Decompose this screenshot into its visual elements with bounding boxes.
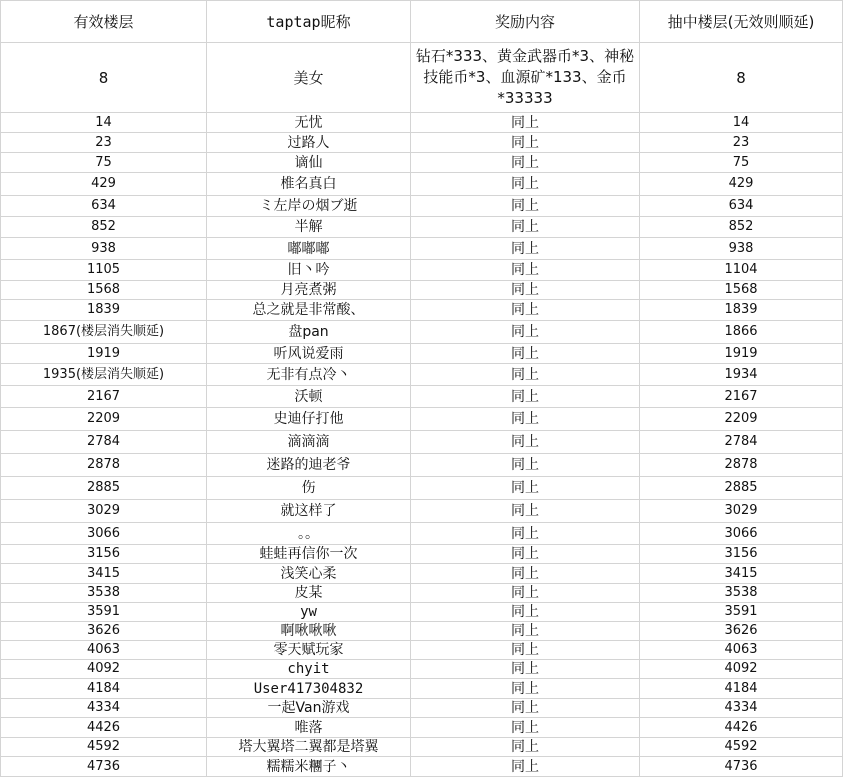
cell-drawn-floor: 429 (640, 173, 843, 196)
cell-drawn-floor: 1839 (640, 300, 843, 321)
table-row (1, 545, 843, 564)
cell-floor: 1105 (1, 260, 207, 281)
cell-reward: 同上 (411, 757, 640, 777)
table-row (1, 43, 843, 113)
table-row (1, 564, 843, 584)
cell-nickname: 史迪仔打他 (207, 408, 411, 431)
cell-reward: 同上 (411, 217, 640, 238)
cell-reward: 同上 (411, 300, 640, 321)
cell-reward: 同上 (411, 584, 640, 603)
cell-floor: 4736 (1, 757, 207, 777)
table-row (1, 386, 843, 408)
cell-reward: 同上 (411, 196, 640, 217)
header-cell-drawn-floor: 抽中楼层(无效则顺延) (640, 1, 843, 43)
cell-drawn-floor: 4592 (640, 738, 843, 757)
cell-floor: 2885 (1, 477, 207, 500)
cell-reward: 同上 (411, 679, 640, 699)
table-row (1, 622, 843, 641)
cell-drawn-floor: 4426 (640, 718, 843, 738)
cell-floor: 23 (1, 133, 207, 153)
header-row (1, 1, 843, 43)
cell-nickname: 听风说爱雨 (207, 344, 411, 364)
table-row (1, 196, 843, 217)
cell-nickname: 盘pan (207, 321, 411, 344)
cell-floor: 938 (1, 238, 207, 260)
cell-floor: 4334 (1, 699, 207, 718)
cell-nickname: 滴滴滴 (207, 431, 411, 454)
table-row (1, 660, 843, 679)
cell-nickname: 迷路的迪老爷 (207, 454, 411, 477)
cell-drawn-floor: 3626 (640, 622, 843, 641)
cell-drawn-floor: 4736 (640, 757, 843, 777)
cell-drawn-floor: 3415 (640, 564, 843, 584)
cell-drawn-floor: 4092 (640, 660, 843, 679)
cell-floor: 429 (1, 173, 207, 196)
table-row (1, 584, 843, 603)
table-row (1, 757, 843, 777)
cell-nickname: chyit (207, 660, 411, 679)
header-cell-floor: 有效楼层 (1, 1, 207, 43)
cell-nickname: User417304832 (207, 679, 411, 699)
cell-drawn-floor: 1568 (640, 281, 843, 300)
cell-reward: 同上 (411, 431, 640, 454)
cell-floor: 1935(楼层消失顺延) (1, 364, 207, 386)
cell-drawn-floor: 23 (640, 133, 843, 153)
table-row (1, 454, 843, 477)
cell-drawn-floor: 1919 (640, 344, 843, 364)
table-row (1, 408, 843, 431)
cell-nickname: 过路人 (207, 133, 411, 153)
cell-drawn-floor: 4184 (640, 679, 843, 699)
cell-reward: 同上 (411, 738, 640, 757)
cell-drawn-floor: 852 (640, 217, 843, 238)
cell-nickname: 无忧 (207, 113, 411, 133)
cell-drawn-floor: 634 (640, 196, 843, 217)
cell-floor: 2784 (1, 431, 207, 454)
table-row (1, 281, 843, 300)
cell-floor: 3591 (1, 603, 207, 622)
cell-drawn-floor: 2784 (640, 431, 843, 454)
cell-drawn-floor: 1934 (640, 364, 843, 386)
cell-reward: 同上 (411, 281, 640, 300)
cell-floor: 2167 (1, 386, 207, 408)
cell-floor: 3066 (1, 523, 207, 545)
cell-drawn-floor: 3591 (640, 603, 843, 622)
cell-drawn-floor: 2885 (640, 477, 843, 500)
cell-reward: 同上 (411, 523, 640, 545)
cell-floor: 1839 (1, 300, 207, 321)
cell-drawn-floor: 14 (640, 113, 843, 133)
cell-reward: 同上 (411, 545, 640, 564)
cell-nickname: 半解 (207, 217, 411, 238)
table-row (1, 477, 843, 500)
cell-floor: 4063 (1, 641, 207, 660)
table-row (1, 523, 843, 545)
table-row (1, 364, 843, 386)
cell-nickname: 沃顿 (207, 386, 411, 408)
cell-floor: 3029 (1, 500, 207, 523)
cell-reward: 同上 (411, 454, 640, 477)
cell-floor: 1867(楼层消失顺延) (1, 321, 207, 344)
table-row (1, 321, 843, 344)
cell-nickname: 啊啾啾啾 (207, 622, 411, 641)
cell-floor: 3626 (1, 622, 207, 641)
cell-drawn-floor: 3156 (640, 545, 843, 564)
cell-reward: 同上 (411, 113, 640, 133)
cell-floor: 3538 (1, 584, 207, 603)
cell-floor: 1919 (1, 344, 207, 364)
table-row (1, 217, 843, 238)
table-row (1, 718, 843, 738)
cell-nickname: 旧丶吟 (207, 260, 411, 281)
header-cell-reward: 奖励内容 (411, 1, 640, 43)
cell-reward: 同上 (411, 622, 640, 641)
cell-drawn-floor: 2167 (640, 386, 843, 408)
cell-reward: 同上 (411, 641, 640, 660)
cell-reward: 同上 (411, 718, 640, 738)
cell-reward: 同上 (411, 133, 640, 153)
table-row (1, 603, 843, 622)
cell-reward: 同上 (411, 364, 640, 386)
table-row (1, 153, 843, 173)
cell-floor: 2878 (1, 454, 207, 477)
cell-reward: 同上 (411, 699, 640, 718)
cell-floor: 1568 (1, 281, 207, 300)
cell-nickname: 。。 (207, 523, 411, 545)
cell-drawn-floor: 3029 (640, 500, 843, 523)
cell-nickname: 一起Van游戏 (207, 699, 411, 718)
cell-reward: 同上 (411, 260, 640, 281)
cell-floor: 3415 (1, 564, 207, 584)
table-row (1, 500, 843, 523)
cell-nickname: 唯落 (207, 718, 411, 738)
table-row (1, 738, 843, 757)
cell-nickname: 糯糯米糰子丶 (207, 757, 411, 777)
cell-reward: 同上 (411, 660, 640, 679)
cell-drawn-floor: 75 (640, 153, 843, 173)
cell-floor: 14 (1, 113, 207, 133)
cell-floor: 634 (1, 196, 207, 217)
cell-drawn-floor: 1104 (640, 260, 843, 281)
cell-drawn-floor: 8 (640, 43, 843, 113)
table-row (1, 133, 843, 153)
cell-nickname: 皮某 (207, 584, 411, 603)
cell-reward: 同上 (411, 500, 640, 523)
cell-reward: 同上 (411, 386, 640, 408)
cell-drawn-floor: 2878 (640, 454, 843, 477)
table-row (1, 641, 843, 660)
cell-nickname: 月亮煮粥 (207, 281, 411, 300)
cell-floor: 4092 (1, 660, 207, 679)
cell-drawn-floor: 4063 (640, 641, 843, 660)
cell-nickname: 谪仙 (207, 153, 411, 173)
table-row (1, 300, 843, 321)
cell-reward: 同上 (411, 153, 640, 173)
cell-nickname: ミ左岸の烟ブ逝 (207, 196, 411, 217)
table-row (1, 113, 843, 133)
cell-reward: 同上 (411, 603, 640, 622)
table-row (1, 699, 843, 718)
cell-nickname: 零天赋玩家 (207, 641, 411, 660)
cell-nickname: 塔大翼塔二翼都是塔翼 (207, 738, 411, 757)
cell-reward: 钻石*333、黄金武器币*3、神秘技能币*3、血源矿*133、金币*33333 (411, 43, 640, 113)
table-row (1, 344, 843, 364)
cell-floor: 2209 (1, 408, 207, 431)
cell-nickname: 总之就是非常酸、 (207, 300, 411, 321)
cell-nickname: 浅笑心柔 (207, 564, 411, 584)
cell-floor: 3156 (1, 545, 207, 564)
cell-nickname: yw (207, 603, 411, 622)
cell-drawn-floor: 2209 (640, 408, 843, 431)
cell-floor: 8 (1, 43, 207, 113)
table-row (1, 679, 843, 699)
cell-reward: 同上 (411, 238, 640, 260)
table-row (1, 173, 843, 196)
cell-nickname: 伤 (207, 477, 411, 500)
cell-nickname: 蛙蛙再信你一次 (207, 545, 411, 564)
cell-reward: 同上 (411, 344, 640, 364)
cell-floor: 4592 (1, 738, 207, 757)
cell-nickname: 椎名真白 (207, 173, 411, 196)
cell-nickname: 美女 (207, 43, 411, 113)
table-row (1, 238, 843, 260)
table-row (1, 260, 843, 281)
cell-drawn-floor: 4334 (640, 699, 843, 718)
cell-nickname: 嘟嘟嘟 (207, 238, 411, 260)
cell-reward: 同上 (411, 477, 640, 500)
cell-floor: 4184 (1, 679, 207, 699)
cell-floor: 4426 (1, 718, 207, 738)
cell-reward: 同上 (411, 173, 640, 196)
cell-nickname: 就这样了 (207, 500, 411, 523)
table-row (1, 431, 843, 454)
cell-floor: 75 (1, 153, 207, 173)
cell-drawn-floor: 1866 (640, 321, 843, 344)
cell-reward: 同上 (411, 564, 640, 584)
cell-reward: 同上 (411, 321, 640, 344)
header-cell-nickname: taptap昵称 (207, 1, 411, 43)
cell-drawn-floor: 3066 (640, 523, 843, 545)
cell-floor: 852 (1, 217, 207, 238)
cell-drawn-floor: 3538 (640, 584, 843, 603)
cell-drawn-floor: 938 (640, 238, 843, 260)
cell-nickname: 无非有点冷丶 (207, 364, 411, 386)
cell-reward: 同上 (411, 408, 640, 431)
